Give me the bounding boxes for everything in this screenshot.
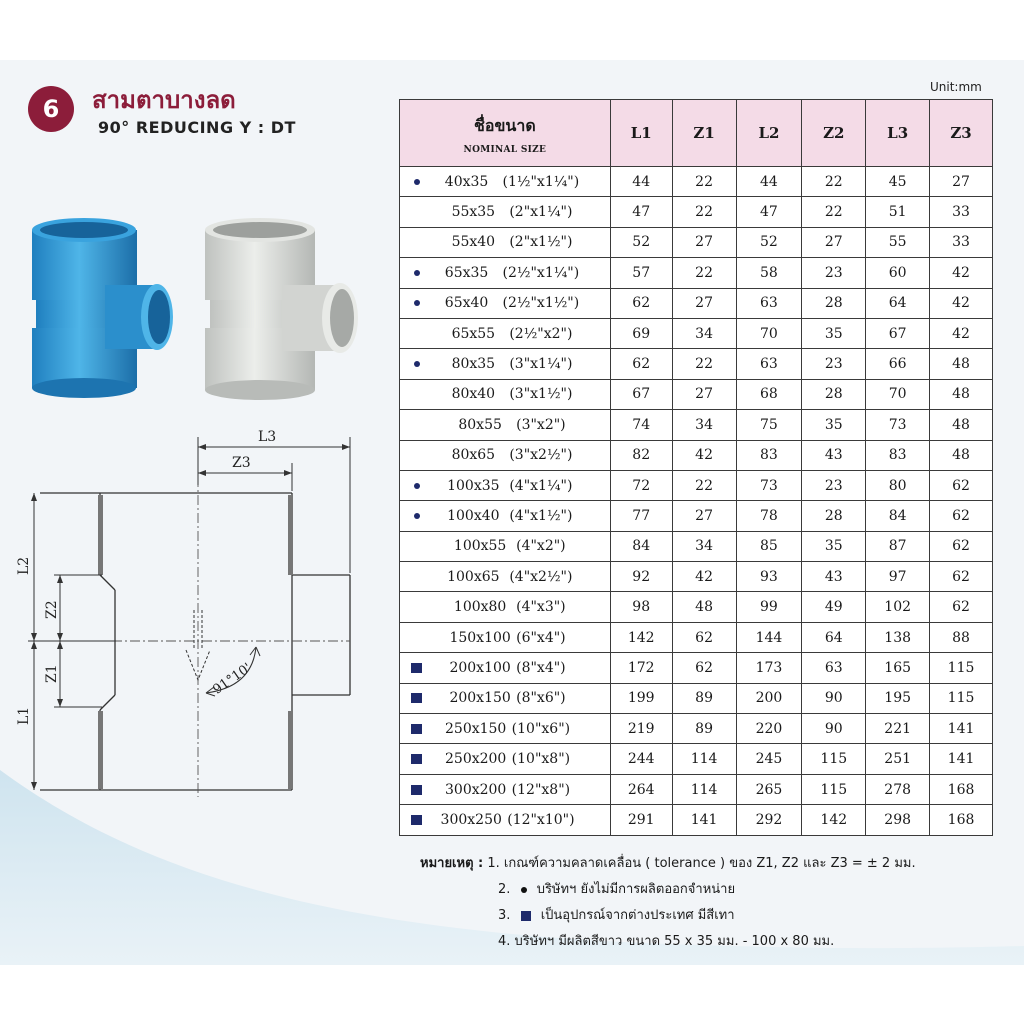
title-english: 90° REDUCING Y : DT xyxy=(98,118,296,137)
cell-nominal-size xyxy=(400,227,611,257)
cell-z3: 62 xyxy=(930,501,993,531)
size-metric: 80x65 xyxy=(451,447,496,464)
cell-z2: 43 xyxy=(802,562,866,592)
dim-label-l1: L1 xyxy=(16,706,32,725)
cell-l1: 44 xyxy=(610,167,672,197)
angle-label: 91°10' xyxy=(210,660,255,698)
cell-l3: 64 xyxy=(866,288,930,318)
cell-nominal-size xyxy=(400,805,611,835)
cell-z1: 89 xyxy=(672,714,736,744)
size-metric: 55x35 xyxy=(451,204,496,221)
header-l1: L1 xyxy=(610,100,672,167)
note-2-number: 2. xyxy=(498,882,511,897)
cell-l1: 77 xyxy=(610,501,672,531)
size-metric: 80x55 xyxy=(458,416,502,433)
cell-l3: 278 xyxy=(866,774,930,804)
cell-l2: 70 xyxy=(736,318,802,348)
square-marker-icon xyxy=(411,693,422,703)
cell-z1: 34 xyxy=(672,318,736,348)
cell-l2: 63 xyxy=(736,349,802,379)
cell-z3: 168 xyxy=(930,805,993,835)
cell-z1: 89 xyxy=(672,683,736,713)
cell-l3: 251 xyxy=(866,744,930,774)
note-3 xyxy=(498,904,735,925)
square-marker-icon xyxy=(411,663,422,673)
note-1-text: 1. เกณฑ์ความคลาดเคลื่อน ( tolerance ) ของ Z1, Z2 และ Z3 = ± 2 มม. xyxy=(487,856,916,871)
table-row xyxy=(400,805,993,835)
cell-z2: 90 xyxy=(802,714,866,744)
cell-z2: 27 xyxy=(802,227,866,257)
cell-z2: 23 xyxy=(802,349,866,379)
table-row xyxy=(400,470,993,500)
size-metric: 150x100 xyxy=(449,629,511,646)
note-2 xyxy=(498,878,735,899)
size-metric: 55x40 xyxy=(451,234,496,251)
square-marker-icon xyxy=(411,815,422,825)
table-row xyxy=(400,562,993,592)
header-nominal-size xyxy=(400,100,611,167)
cell-l3: 83 xyxy=(866,440,930,470)
size-inch: (3"x1¼") xyxy=(509,356,573,373)
cell-l1: 57 xyxy=(610,258,672,288)
cell-l1: 291 xyxy=(610,805,672,835)
cell-z3: 168 xyxy=(930,774,993,804)
size-metric: 80x35 xyxy=(451,356,496,373)
cell-z1: 62 xyxy=(672,622,736,652)
table-row xyxy=(400,167,993,197)
cell-l2: 47 xyxy=(736,197,802,227)
cell-z3: 33 xyxy=(930,227,993,257)
cell-l1: 62 xyxy=(610,349,672,379)
cell-l2: 52 xyxy=(736,227,802,257)
table-row xyxy=(400,683,993,713)
cell-z1: 34 xyxy=(672,410,736,440)
cell-l1: 62 xyxy=(610,288,672,318)
size-inch: (10"x8") xyxy=(511,751,571,768)
unit-label: Unit:mm xyxy=(930,80,982,94)
cell-z3: 88 xyxy=(930,622,993,652)
size-metric: 80x40 xyxy=(451,386,496,403)
cell-z1: 114 xyxy=(672,744,736,774)
square-marker-icon xyxy=(521,911,531,921)
square-marker-icon xyxy=(411,754,422,764)
cell-z3: 27 xyxy=(930,167,993,197)
size-metric: 65x35 xyxy=(444,264,489,281)
table-row xyxy=(400,501,993,531)
table-row xyxy=(400,227,993,257)
header-nominal-english: NOMINAL SIZE xyxy=(463,144,547,155)
note-3-text: เป็นอุปกรณ์จากต่างประเทศ มีสีเทา xyxy=(540,908,735,923)
dim-label-l3: L3 xyxy=(258,429,277,445)
size-metric: 250x200 xyxy=(445,751,507,768)
grey-fitting-photo xyxy=(205,218,358,400)
cell-z2: 43 xyxy=(802,440,866,470)
cell-l2: 44 xyxy=(736,167,802,197)
cell-nominal-size xyxy=(400,288,611,318)
cell-z3: 115 xyxy=(930,653,993,683)
cell-z2: 28 xyxy=(802,288,866,318)
size-metric: 100x80 xyxy=(453,599,507,616)
cell-z3: 42 xyxy=(930,318,993,348)
cell-l1: 264 xyxy=(610,774,672,804)
cell-l2: 99 xyxy=(736,592,802,622)
size-metric: 100x65 xyxy=(447,568,500,585)
cell-z3: 141 xyxy=(930,744,993,774)
cell-l2: 73 xyxy=(736,470,802,500)
dim-label-l2: L2 xyxy=(16,556,32,575)
size-metric: 65x40 xyxy=(444,295,489,312)
cell-l1: 82 xyxy=(610,440,672,470)
size-inch: (2"x1½") xyxy=(509,234,573,251)
cell-z3: 62 xyxy=(930,592,993,622)
cell-z2: 22 xyxy=(802,197,866,227)
table-row xyxy=(400,531,993,561)
table-row xyxy=(400,258,993,288)
cell-nominal-size xyxy=(400,470,611,500)
cell-z1: 27 xyxy=(672,288,736,318)
table-row xyxy=(400,592,993,622)
size-metric: 40x35 xyxy=(444,173,489,190)
note-1 xyxy=(420,852,916,873)
table-row xyxy=(400,288,993,318)
note-4-text: 4. บริษัทฯ มีผลิตสีขาว ขนาด 55 x 35 มม. - 100 x 80 มม. xyxy=(498,934,835,949)
header-l3: L3 xyxy=(866,100,930,167)
cell-l1: 98 xyxy=(610,592,672,622)
cell-z1: 27 xyxy=(672,379,736,409)
cell-z1: 22 xyxy=(672,470,736,500)
cell-l1: 67 xyxy=(610,379,672,409)
dim-label-z1: Z1 xyxy=(44,664,60,683)
cell-nominal-size xyxy=(400,683,611,713)
note-2-text: บริษัทฯ ยังไม่มีการผลิตออกจำหน่าย xyxy=(536,882,736,897)
cell-z1: 22 xyxy=(672,349,736,379)
size-inch: (4"x2") xyxy=(516,538,566,555)
cell-l3: 87 xyxy=(866,531,930,561)
cell-l3: 195 xyxy=(866,683,930,713)
header-z3: Z3 xyxy=(930,100,993,167)
table-row xyxy=(400,744,993,774)
cell-z2: 90 xyxy=(802,683,866,713)
size-inch: (4"x3") xyxy=(516,599,566,616)
cell-l3: 45 xyxy=(866,167,930,197)
square-marker-icon xyxy=(411,724,422,734)
cell-l2: 200 xyxy=(736,683,802,713)
table-row xyxy=(400,622,993,652)
size-metric: 100x35 xyxy=(447,477,500,494)
cell-z2: 49 xyxy=(802,592,866,622)
size-inch: (4"x2½") xyxy=(509,568,573,585)
size-inch: (2"x1¼") xyxy=(509,204,573,221)
section-number-badge: 6 xyxy=(28,86,74,132)
cell-z2: 115 xyxy=(802,774,866,804)
dimension-table xyxy=(399,99,993,836)
cell-z1: 22 xyxy=(672,197,736,227)
size-inch: (10"x6") xyxy=(511,720,571,737)
dot-marker-icon xyxy=(521,887,527,893)
dot-marker-icon xyxy=(414,300,420,306)
size-inch: (2½"x2") xyxy=(509,325,573,342)
cell-l2: 144 xyxy=(736,622,802,652)
cell-z1: 48 xyxy=(672,592,736,622)
cell-l2: 245 xyxy=(736,744,802,774)
cell-nominal-size xyxy=(400,744,611,774)
table-row xyxy=(400,379,993,409)
cell-z3: 62 xyxy=(930,470,993,500)
size-metric: 200x150 xyxy=(449,690,511,707)
size-inch: (1½"x1¼") xyxy=(502,173,580,190)
cell-l3: 60 xyxy=(866,258,930,288)
table-body xyxy=(400,167,993,836)
cell-l2: 265 xyxy=(736,774,802,804)
cell-l3: 80 xyxy=(866,470,930,500)
dot-marker-icon xyxy=(414,483,420,489)
cell-l1: 47 xyxy=(610,197,672,227)
size-inch: (6"x4") xyxy=(516,629,566,646)
cell-z3: 48 xyxy=(930,440,993,470)
note-4 xyxy=(498,930,834,951)
cell-l1: 69 xyxy=(610,318,672,348)
cell-l3: 51 xyxy=(866,197,930,227)
size-metric: 300x250 xyxy=(440,811,502,828)
blue-fitting-photo xyxy=(32,218,173,398)
cell-l2: 93 xyxy=(736,562,802,592)
cell-l1: 142 xyxy=(610,622,672,652)
size-metric: 100x55 xyxy=(453,538,507,555)
size-inch: (8"x6") xyxy=(516,690,566,707)
cell-z1: 114 xyxy=(672,774,736,804)
cell-z2: 35 xyxy=(802,318,866,348)
cell-z3: 42 xyxy=(930,288,993,318)
cell-z2: 35 xyxy=(802,531,866,561)
cell-l3: 84 xyxy=(866,501,930,531)
size-inch: (3"x1½") xyxy=(509,386,573,403)
cell-l3: 66 xyxy=(866,349,930,379)
cell-nominal-size xyxy=(400,622,611,652)
cell-z3: 115 xyxy=(930,683,993,713)
size-inch: (3"x2") xyxy=(516,416,566,433)
cell-z2: 22 xyxy=(802,167,866,197)
size-inch: (12"x8") xyxy=(511,781,571,798)
cell-nominal-size xyxy=(400,258,611,288)
dim-label-z3: Z3 xyxy=(232,455,251,471)
size-metric: 250x150 xyxy=(445,720,507,737)
cell-l2: 68 xyxy=(736,379,802,409)
cell-nominal-size xyxy=(400,349,611,379)
cell-nominal-size xyxy=(400,197,611,227)
cell-l1: 199 xyxy=(610,683,672,713)
cell-nominal-size xyxy=(400,440,611,470)
cell-l3: 73 xyxy=(866,410,930,440)
cell-l1: 84 xyxy=(610,531,672,561)
cell-l2: 85 xyxy=(736,531,802,561)
cell-z2: 23 xyxy=(802,470,866,500)
table-row xyxy=(400,410,993,440)
table-row xyxy=(400,653,993,683)
cell-nominal-size xyxy=(400,410,611,440)
cell-l3: 67 xyxy=(866,318,930,348)
note-3-number: 3. xyxy=(498,908,511,923)
cell-z3: 141 xyxy=(930,714,993,744)
cell-l2: 173 xyxy=(736,653,802,683)
cell-z1: 42 xyxy=(672,562,736,592)
cell-z2: 115 xyxy=(802,744,866,774)
cell-z3: 48 xyxy=(930,349,993,379)
cell-z2: 28 xyxy=(802,501,866,531)
header-nominal-thai: ชื่อขนาด xyxy=(474,115,536,135)
cell-l2: 63 xyxy=(736,288,802,318)
cell-l1: 72 xyxy=(610,470,672,500)
product-photos xyxy=(20,200,390,415)
cell-nominal-size xyxy=(400,318,611,348)
cell-z2: 28 xyxy=(802,379,866,409)
cell-nominal-size xyxy=(400,379,611,409)
cell-z2: 35 xyxy=(802,410,866,440)
dim-label-z2: Z2 xyxy=(44,600,60,619)
cell-z3: 48 xyxy=(930,379,993,409)
table-row xyxy=(400,714,993,744)
cell-l2: 83 xyxy=(736,440,802,470)
dot-marker-icon xyxy=(414,270,420,276)
size-inch: (8"x4") xyxy=(516,659,566,676)
size-metric: 65x55 xyxy=(451,325,496,342)
size-inch: (2½"x1¼") xyxy=(502,264,580,281)
cell-l3: 165 xyxy=(866,653,930,683)
cell-l2: 78 xyxy=(736,501,802,531)
cell-l2: 292 xyxy=(736,805,802,835)
cell-z2: 63 xyxy=(802,653,866,683)
cell-l3: 97 xyxy=(866,562,930,592)
cell-z3: 42 xyxy=(930,258,993,288)
table-row xyxy=(400,440,993,470)
cell-l3: 102 xyxy=(866,592,930,622)
cell-l2: 75 xyxy=(736,410,802,440)
cell-z1: 42 xyxy=(672,440,736,470)
cell-l1: 244 xyxy=(610,744,672,774)
cell-l2: 220 xyxy=(736,714,802,744)
cell-z1: 141 xyxy=(672,805,736,835)
cell-z3: 33 xyxy=(930,197,993,227)
size-inch: (4"x1¼") xyxy=(509,477,573,494)
size-inch: (4"x1½") xyxy=(509,507,573,524)
table-row xyxy=(400,318,993,348)
cell-z1: 22 xyxy=(672,258,736,288)
size-inch: (3"x2½") xyxy=(509,447,573,464)
cell-l2: 58 xyxy=(736,258,802,288)
header-z2: Z2 xyxy=(802,100,866,167)
table-row xyxy=(400,349,993,379)
size-inch: (2½"x1½") xyxy=(502,295,580,312)
table-row xyxy=(400,774,993,804)
header-l2: L2 xyxy=(736,100,802,167)
cell-l3: 298 xyxy=(866,805,930,835)
cell-nominal-size xyxy=(400,562,611,592)
cell-z2: 142 xyxy=(802,805,866,835)
cell-l1: 74 xyxy=(610,410,672,440)
cell-l3: 138 xyxy=(866,622,930,652)
cell-nominal-size xyxy=(400,774,611,804)
cell-z2: 64 xyxy=(802,622,866,652)
size-inch: (12"x10") xyxy=(507,811,575,828)
cell-nominal-size xyxy=(400,714,611,744)
cell-z1: 27 xyxy=(672,501,736,531)
cell-l1: 172 xyxy=(610,653,672,683)
dot-marker-icon xyxy=(414,179,420,185)
notes-label: หมายเหตุ : xyxy=(420,856,484,871)
cell-z1: 62 xyxy=(672,653,736,683)
cell-nominal-size xyxy=(400,167,611,197)
cell-z1: 22 xyxy=(672,167,736,197)
size-metric: 300x200 xyxy=(445,781,507,798)
cell-z1: 34 xyxy=(672,531,736,561)
cell-l3: 221 xyxy=(866,714,930,744)
table-row xyxy=(400,197,993,227)
header-z1: Z1 xyxy=(672,100,736,167)
size-metric: 100x40 xyxy=(447,507,500,524)
title-thai: สามตาบางลด xyxy=(92,86,236,114)
dot-marker-icon xyxy=(414,361,420,367)
cell-nominal-size xyxy=(400,653,611,683)
cell-z3: 62 xyxy=(930,531,993,561)
cell-z3: 48 xyxy=(930,410,993,440)
technical-drawing xyxy=(16,425,390,805)
size-metric: 200x100 xyxy=(449,659,511,676)
cell-z2: 23 xyxy=(802,258,866,288)
cell-z3: 62 xyxy=(930,562,993,592)
cell-l1: 92 xyxy=(610,562,672,592)
table-header-row xyxy=(400,100,993,167)
cell-nominal-size xyxy=(400,592,611,622)
cell-l3: 55 xyxy=(866,227,930,257)
cell-nominal-size xyxy=(400,531,611,561)
dot-marker-icon xyxy=(414,513,420,519)
cell-nominal-size xyxy=(400,501,611,531)
cell-l3: 70 xyxy=(866,379,930,409)
cell-z1: 27 xyxy=(672,227,736,257)
square-marker-icon xyxy=(411,785,422,795)
cell-l1: 52 xyxy=(610,227,672,257)
cell-l1: 219 xyxy=(610,714,672,744)
